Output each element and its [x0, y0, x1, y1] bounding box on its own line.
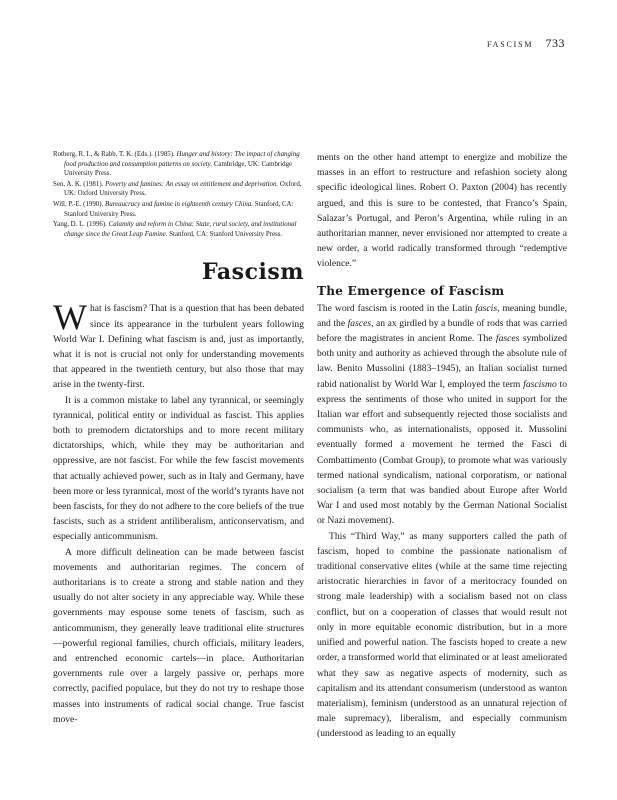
running-head: fascism	[487, 38, 534, 50]
paragraph: This “Third Way,” as many supporters called the path of fascism, hoped to combine the passionate nationalism of traditional conservative elites (while at the same time rejecting aristocratic hierarchies in favor of a meritocracy founded on strong male leadership) with a socialism based not on class conflict, but on a cooperation of classes that would result not only in more equitable economic distribution, but in a more unified and powerful nation. The fascists hoped to create a new order, a transformed world that eliminated or at least ameliorated what they saw as negative aspects of modernity, such as capitalism and its attendant consumerism (understood as wanton materialism), feminism (understood as an unnatural rejection of male supremacy), liberalism, and especially communism (understood as leading to an equally	[317, 530, 567, 740]
references-list	[53, 150, 304, 239]
paragraph: ments on the other hand attempt to energize and mobilize the masses in an effort to restructure and refashion society along specific ideological lines. Robert O. Paxton (2004) has recently argued, and this is sure to be contested, that Franco’s Spain, Salazar’s Portugal, and Peron’s Argentina, while ruling in an authoritarian manner, never envisioned nor attempted to create a new order, a world radically transformed through “redemptive violence.”	[317, 152, 567, 270]
paragraph: The word fascism is rooted in the Latin fascis, meaning bundle, and the fasces, an ax girdled by a bundle of rods that was carried before the magistrates in ancient Rome. The fasces symbolized both unity and authority as achieved through the absolute rule of law. Benito Mussolini (1883–1945), an Italian socialist turned rabid nationalist by World War I, employed the term fascismo to express the sentiments of those who united in support for the Italian war effort and subsequently rejected those socialists and communists who, as internationalists, opposed it. Mussolini eventually formed a movement he termed the Fasci di Combattimento (Combat Group), to promote what was variously termed national syndicalism, national corporatism, or national socialism (a term that was bandied about Europe after World War I and used most notably by the German National Socialist or Nazi movement).	[317, 302, 568, 527]
drop-cap: W	[53, 297, 87, 338]
right-column	[317, 150, 567, 742]
paragraph: A more difficult delineation can be made between fascist movements and authoritarian regimes. The concern of authoritarians is to create a strong and stable nation and they usually do not alter society in any appreciable way. While these governments may espouse some tenets of fascism, such as anticommunism, they generally leave traditional elite structures—powerful regional families, church officials, military leaders, and entrenched economic cartels—in place. Authoritarian governments rule over a largely passive or, perhaps more correctly, pacified populace, but they do not try to reshape those masses into instruments of radical social change. True fascist move-	[53, 546, 304, 725]
section-heading: The Emergence of Fascism	[317, 283, 505, 298]
page-number: 733	[545, 36, 565, 50]
article-title: Fascism	[202, 259, 304, 286]
page-header	[487, 36, 565, 51]
reference-item: Rotberg, R. I., & Rabb, T. K. (Eds.). (1985). Hunger and history: The impact of changing food production and consumption patterns on society. Cambridge, UK: Cambridge University Press.	[53, 151, 300, 178]
paragraph: What is fascism? That is a question that has been debated since its appearance in the turbulent years following World War I. Defining what fascism is and, just as importantly, what it is not is crucial not only for understanding movements that appeared in the twentieth century, but also those that may arise in the twenty-first.	[53, 297, 304, 391]
reference-item: Will, P.-E. (1990). Bureaucracy and famine in eighteenth century China. Stanford, CA: Stanford University Press.	[53, 200, 294, 218]
left-column	[53, 150, 304, 727]
paragraph: It is a common mistake to label any tyrannical, or seemingly tyrannical, political entity or individual as fascist. This applies both to premodern dictatorships and to more recent military dictatorships, which, while they may be authoritarian and oppressive, are not fascist. For while the few fascist movements that actually achieved power, such as in Italy and Germany, have been more or less tyrannical, most of the world’s tyrants have not been fascists, for they do not adhere to the core beliefs of the true fascists, such as a strident antiliberalism, anticonservatism, and especially anticommunism.	[53, 394, 304, 543]
reference-item: Yang, D. L. (1996). Calamity and reform in China: State, rural society, and institutional change since the Great Leap Famine. Stanford, CA: Stanford University Press.	[53, 221, 297, 238]
article-body-left	[53, 297, 304, 727]
reference-item: Sen, A. K. (1981). Poverty and famines: An essay on entitlement and deprivation. Oxford, UK: Oxford University Press.	[53, 180, 302, 198]
